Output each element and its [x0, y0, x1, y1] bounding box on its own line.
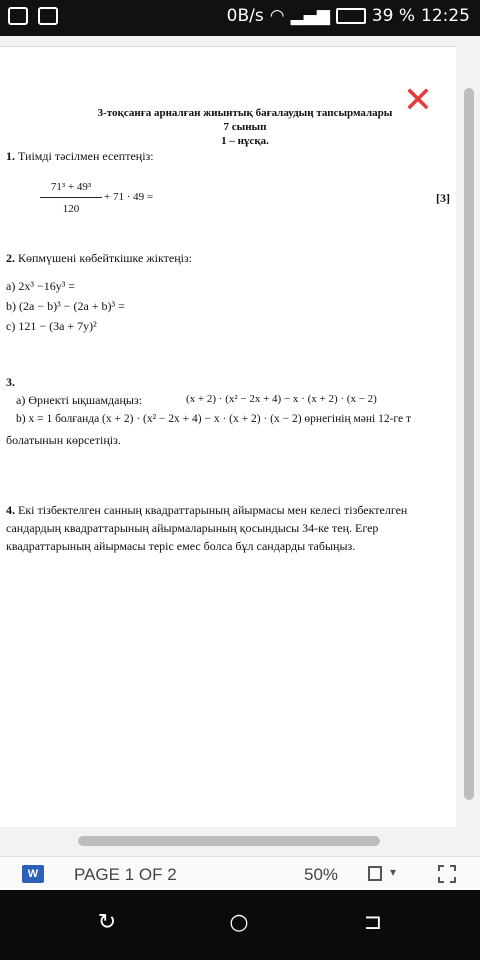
status-bar — [0, 0, 480, 36]
image-notification-icon — [8, 7, 28, 25]
recent-apps-icon[interactable]: ↻ — [97, 910, 117, 935]
task2-a: a) 2x³ −16y³ = — [6, 279, 76, 293]
zoom-level[interactable]: 50% — [304, 865, 339, 884]
signal-icon: ▂▄▆ — [290, 6, 330, 26]
task3-b-line: b) x = 1 болғанда (x + 2) · (x² − 2x + 4) − x · (x + 2) · (x − 2) өрнегінің мәні 12-ге т — [16, 413, 411, 425]
task4-number: 4. — [6, 503, 15, 517]
task4-line1 — [6, 503, 407, 518]
home-icon[interactable]: ○ — [229, 910, 249, 935]
doc-header-grade: 7 сынып — [223, 121, 267, 133]
task2-text: Көпмүшені көбейткішке жіктеңіз: — [18, 251, 193, 265]
back-icon[interactable]: ⊐ — [363, 910, 383, 935]
chart-notification-icon — [38, 7, 58, 25]
task1-numerator: 71³ + 49³ — [40, 181, 102, 198]
system-navigation-bar — [0, 890, 480, 960]
chevron-down-icon[interactable]: ▾ — [390, 865, 397, 879]
task1-points: [3] — [436, 191, 450, 205]
network-speed: 0B/s — [226, 6, 264, 26]
task1-prompt — [6, 149, 154, 164]
task3-b-line2: болатынын көрсетіңіз. — [6, 433, 121, 447]
clock: 12:25 — [421, 6, 470, 26]
battery-percent: 39 % — [371, 6, 415, 26]
task4-text-1: Екі тізбектелген санның квадраттарының айырмасы мен келесі тізбектелген — [18, 503, 408, 517]
wifi-icon: ◠ — [269, 6, 285, 26]
task1-denominator: 120 — [62, 203, 80, 215]
vertical-scrollbar[interactable] — [464, 88, 474, 800]
status-icons-left — [8, 7, 58, 25]
doc-header-title: 3-тоқсанға арналған жиынтық бағалаудың тапсырмалары — [97, 107, 393, 119]
doc-header-variant: 1 – нұсқа. — [221, 135, 269, 147]
close-icon[interactable]: ✕ — [402, 80, 434, 121]
task1-fraction — [40, 181, 102, 215]
task2-c: c) 121 − (3a + 7y)² — [6, 319, 97, 333]
document-page — [0, 46, 456, 827]
fit-screen-icon[interactable] — [438, 865, 456, 883]
task3-a-expression: (x + 2) · (x² − 2x + 4) − x · (x + 2) · (x − 2) — [186, 393, 377, 405]
task3-number: 3. — [6, 375, 15, 389]
task2-number: 2. — [6, 251, 15, 265]
status-icons-right — [227, 6, 470, 26]
horizontal-scrollbar[interactable] — [78, 836, 380, 846]
task4-line2: сандардың квадраттарының айырмаларының қосындысы 34-ке тең. Егер — [6, 521, 379, 535]
document-viewport[interactable] — [0, 36, 480, 856]
task1-rest: + 71 · 49 = — [104, 191, 154, 203]
view-mode-icon[interactable] — [368, 866, 382, 881]
viewer-toolbar — [0, 856, 480, 891]
word-app-icon[interactable]: W — [22, 865, 44, 883]
task1-number: 1. — [6, 149, 15, 163]
task2-prompt — [6, 251, 192, 266]
task2-b: b) (2a − b)³ − (2a + b)³ = — [6, 299, 125, 313]
task1-text: Тиімді тәсілмен есептеңіз: — [18, 149, 154, 163]
task3-a-label: a) Өрнекті ықшамдаңыз: — [16, 393, 143, 407]
battery-icon — [336, 8, 366, 24]
task4-line3: квадраттарының айырмасы теріс емес болса бұл сандарды табыңыз. — [6, 539, 356, 553]
page-indicator[interactable]: PAGE 1 OF 2 — [74, 865, 177, 884]
